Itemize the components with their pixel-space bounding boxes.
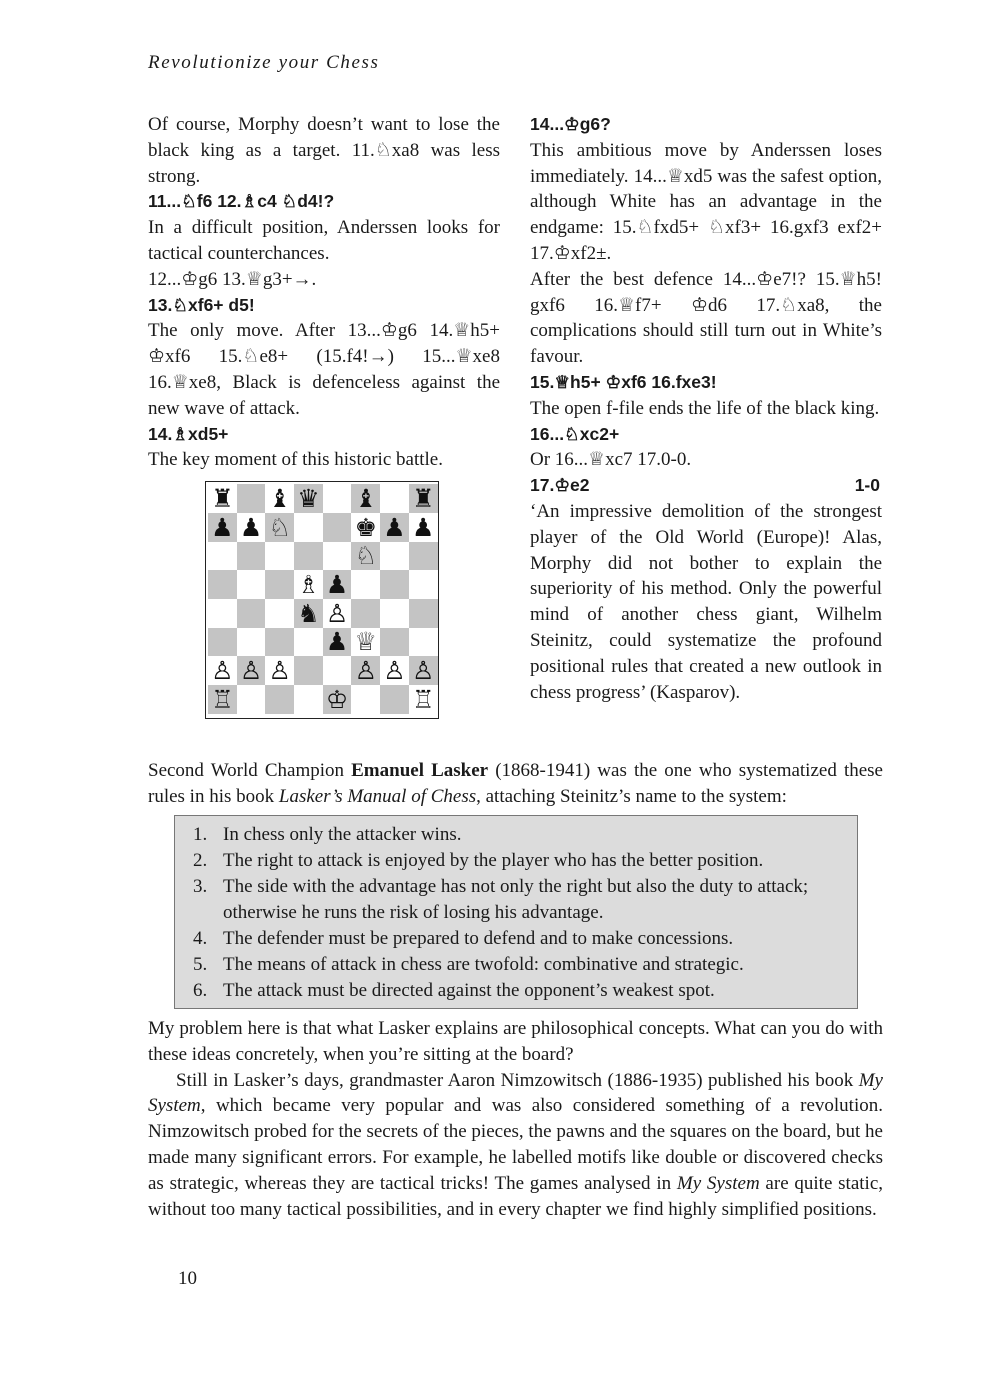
rule-text: The defender must be prepared to defend and to make concessions. <box>223 928 734 949</box>
board-square <box>351 685 380 714</box>
board-square <box>294 685 323 714</box>
board-square: ♟ <box>323 570 352 599</box>
board-square <box>323 542 352 571</box>
board-square: ♖ <box>409 685 438 714</box>
board-square <box>351 570 380 599</box>
paragraph: The only move. After 13...♔g6 14.♕h5+ ♔xf6 15.♘e8+ (15.f4!→) 15...♕xe8 16.♕xe8, Black is defenceless against the new wave of attack. <box>148 320 500 419</box>
board-square: ♕ <box>351 628 380 657</box>
board-square: ♝ <box>265 484 294 513</box>
book-title: My System <box>676 1172 760 1194</box>
move-heading: 16...♘xc2+ <box>530 423 620 444</box>
game-result: 1-0 <box>854 475 880 496</box>
board-square: ♟ <box>409 513 438 542</box>
rule-item <box>193 822 847 848</box>
board-square <box>265 542 294 571</box>
left-column <box>148 112 500 719</box>
board-square <box>265 685 294 714</box>
board-square <box>409 628 438 657</box>
board-square <box>237 542 266 571</box>
rule-item <box>193 978 847 1004</box>
text-span: Still in Lasker’s days, grandmaster Aaron Nimzowitsch (1886-1935) published his book <box>176 1069 859 1091</box>
board-square <box>380 628 409 657</box>
board-square <box>409 570 438 599</box>
board-square: ♘ <box>351 542 380 571</box>
board-square <box>380 484 409 513</box>
board-square <box>237 628 266 657</box>
board-square: ♙ <box>409 656 438 685</box>
move-heading: 13.♘xf6+ d5! <box>148 294 255 315</box>
right-column <box>530 112 882 705</box>
rule-item <box>193 952 847 978</box>
board-square <box>409 542 438 571</box>
rule-text: The side with the advantage has not only the right but also the duty to attack; otherwise he runs the risk of losing his advantage. <box>223 876 809 923</box>
move-heading: 14...♔g6? <box>530 114 611 134</box>
board-square <box>237 570 266 599</box>
board-square <box>351 599 380 628</box>
move-heading: 14.♗xd5+ <box>148 423 229 444</box>
board-square: ♟ <box>237 513 266 542</box>
paragraph: The key moment of this historic battle. <box>148 449 443 471</box>
board-square: ♟ <box>323 628 352 657</box>
rule-text: The attack must be directed against the opponent’s weakest spot. <box>223 980 715 1001</box>
running-header: Revolutionize your Chess <box>148 52 380 73</box>
board-square <box>294 628 323 657</box>
chess-board <box>208 484 436 714</box>
board-square <box>380 570 409 599</box>
steinitz-rules-box <box>174 815 858 1009</box>
board-square <box>294 542 323 571</box>
paragraph: The open f-file ends the life of the black king. <box>530 397 880 419</box>
paragraph: 12...♔g6 13.♕g3+→. <box>148 268 317 290</box>
board-square <box>237 484 266 513</box>
board-square: ♝ <box>351 484 380 513</box>
paragraph: My problem here is that what Lasker explains are philosophical concepts. What can you do with these ideas concretely, when you’re sitting at the board? <box>148 1018 883 1065</box>
board-square <box>323 656 352 685</box>
board-square: ♘ <box>265 513 294 542</box>
rule-number: 3. <box>193 876 208 897</box>
board-square <box>237 685 266 714</box>
page-number: 10 <box>178 1268 197 1289</box>
board-square: ♙ <box>323 599 352 628</box>
board-square <box>294 513 323 542</box>
board-square: ♙ <box>265 656 294 685</box>
move-heading: 15.♕h5+ ♔xf6 16.fxe3! <box>530 371 717 392</box>
board-square: ♗ <box>294 570 323 599</box>
paragraph: In a difficult position, Anderssen looks for tactical counterchances. <box>148 217 500 264</box>
board-square: ♜ <box>208 484 237 513</box>
rule-text: The means of attack in chess are twofold: combinative and strategic. <box>223 954 744 975</box>
board-square: ♙ <box>237 656 266 685</box>
rule-item <box>193 874 847 926</box>
book-title: Lasker’s Manual of Chess <box>278 785 477 807</box>
rule-item <box>193 926 847 952</box>
rule-number: 5. <box>193 954 208 975</box>
board-square: ♖ <box>208 685 237 714</box>
board-square: ♙ <box>208 656 237 685</box>
text-span: , which became very popular and was also considered something of a revolution. Nimzowitsch probed for the secrets of the pieces, the pawns and the squares on the board, but he made many significant errors. For example, he labelled motifs like double or discovered checks as strategic, whereas they are tactical tricks! The games analysed in <box>148 1095 883 1194</box>
board-square: ♙ <box>380 656 409 685</box>
board-square <box>265 570 294 599</box>
board-square <box>265 628 294 657</box>
board-square: ♚ <box>351 513 380 542</box>
chess-diagram <box>205 481 439 719</box>
paragraph-nimzowitsch <box>148 1068 883 1223</box>
board-square: ♛ <box>294 484 323 513</box>
lasker-name: Emanuel Lasker <box>351 760 489 781</box>
board-square <box>409 599 438 628</box>
board-square <box>380 542 409 571</box>
intro-paragraph <box>148 758 883 810</box>
intro-text: Second World Champion <box>148 760 352 781</box>
board-square <box>208 628 237 657</box>
intro-text: (1868-1941) was the one who systematized these rules in his book <box>148 760 883 807</box>
board-square: ♟ <box>208 513 237 542</box>
text-span: are quite static, without too many tactical possibilities, and in every chapter we find highly simplified positions. <box>148 1172 883 1220</box>
board-square <box>237 599 266 628</box>
rule-number: 1. <box>193 824 208 845</box>
rule-text: In chess only the attacker wins. <box>223 824 462 845</box>
final-move: 17.♔e2 <box>530 475 590 496</box>
closing-section <box>148 1016 883 1222</box>
rule-item <box>193 848 847 874</box>
paragraph: Or 16...♕xc7 17.0-0. <box>530 449 692 471</box>
board-square: ♙ <box>351 656 380 685</box>
board-square <box>265 599 294 628</box>
board-square: ♟ <box>380 513 409 542</box>
move-heading: 11...♘f6 12.♗c4 ♘d4!? <box>148 191 335 212</box>
board-square: ♜ <box>409 484 438 513</box>
board-square <box>208 570 237 599</box>
board-square <box>380 599 409 628</box>
rule-number: 4. <box>193 928 208 949</box>
board-square <box>380 685 409 714</box>
intro-text: , attaching Steinitz’s name to the system: <box>476 785 787 807</box>
board-square <box>323 513 352 542</box>
paragraph: After the best defence 14...♔e7!? 15.♕h5! gxf6 16.♕f7+ ♔d6 17.♘xa8, the complications should still turn out in White’s favour. <box>530 268 882 368</box>
quote-paragraph: ‘An impressive demolition of the strongest player of the Old World (Europe)! Alas, Morphy did not bother to explain the superiority of his method. Only the powerful mind of another chess giant, Wilhelm Steinitz, could systematize the profound positional rules that created a new outlook in chess progress’ (Kasparov). <box>530 500 882 703</box>
rule-number: 2. <box>193 850 208 871</box>
rule-text: The right to attack is enjoyed by the player who has the better position. <box>223 850 764 871</box>
board-square <box>294 656 323 685</box>
board-square <box>323 484 352 513</box>
rules-list <box>193 822 847 1004</box>
board-square <box>208 542 237 571</box>
paragraph: Of course, Morphy doesn’t want to lose the black king as a target. 11.♘xa8 was less strong. <box>148 114 500 187</box>
board-square <box>208 599 237 628</box>
rule-number: 6. <box>193 980 208 1001</box>
board-square: ♔ <box>323 685 352 714</box>
paragraph: This ambitious move by Anderssen loses immediately. 14...♕xd5 was the safest option, although White has an advantage in the endgame: 15.♘fxd5+ ♘xf3+ 16.gxf3 exf2+ 17.♔xf2±. <box>530 139 882 264</box>
board-square: ♞ <box>294 599 323 628</box>
final-move-heading <box>530 473 882 499</box>
book-title: My System <box>148 1069 883 1117</box>
